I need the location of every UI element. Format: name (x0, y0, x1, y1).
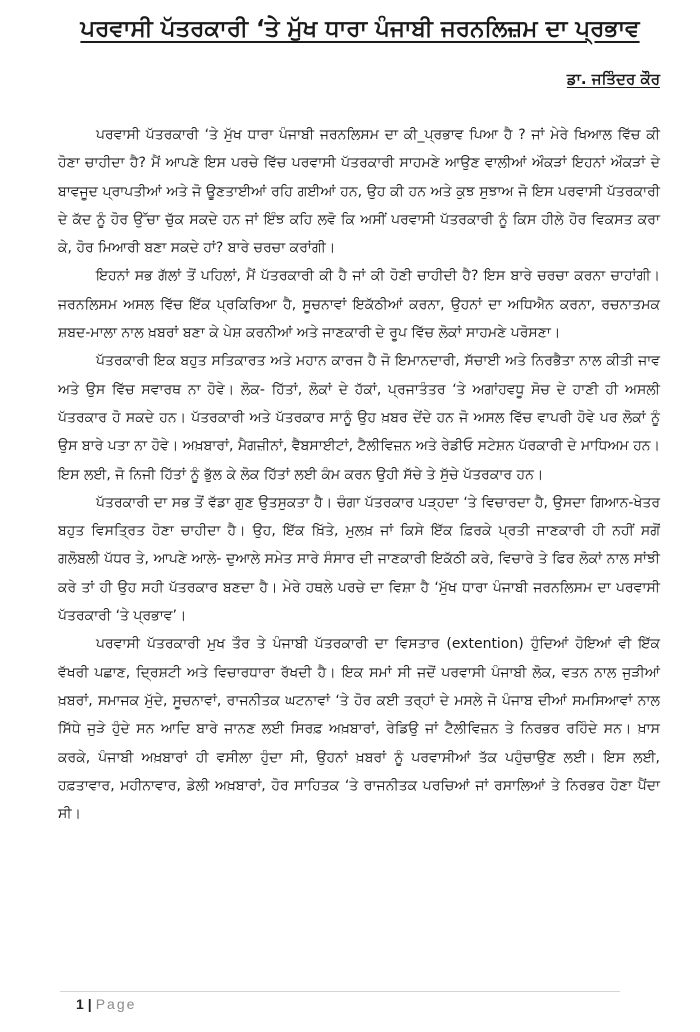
paragraph-1: ਪਰਵਾਸੀ ਪੱਤਰਕਾਰੀ ‘ਤੇ ਮੁੱਖ ਧਾਰਾ ਪੰਜਾਬੀ ਜਰਨਲਿਸਮ ਦਾ ਕੀ_ਪ੍ਰਭਾਵ ਪਿਆ ਹੈ ? ਜਾਂ ਮੇਰੇ ਖਿਆਲ ਵਿੱਚ ਕੀ ਹੋਣਾ ਚਾਹੀਦਾ ਹੈ? ਮੈਂ ਆਪਣੇ ਇਸ ਪਰਚੇ ਵਿੱਚ ਪਰਵਾਸੀ ਪੱਤਰਕਾਰੀ ਸਾਹਮਣੇ ਆਉਣ ਵਾਲੀਆਂ ਔਕੜਾਂ ਇਹਨਾਂ ਔਕੜਾਂ ਦੇ ਬਾਵਜੂਦ ਪ੍ਰਾਪਤੀਆਂ ਅਤੇ ਜੋ ਊਣਤਾਈਆਂ ਰਹਿ ਗਈਆਂ ਹਨ, ਉਹ ਕੀ ਹਨ ਅਤੇ ਕੁਝ ਸੁਝਾਅ ਜੋ ਇਸ ਪਰਵਾਸੀ ਪੱਤਰਕਾਰੀ ਦੇ ਕੱਦ ਨੂੰ ਹੋਰ ਉੱਚਾ ਚੁੱਕ ਸਕਦੇ ਹਨ ਜਾਂ ਇੰਝ ਕਹਿ ਲਵੋ ਕਿ ਅਸੀਂ ਪਰਵਾਸੀ ਪੱਤਰਕਾਰੀ ਨੂੰ ਕਿਸ ਹੀਲੇ ਹੋਰ ਵਿਕਸਤ ਕਰਾ ਕੇ, ਹੋਰ ਮਿਆਰੀ ਬਣਾ ਸਕਦੇ ਹਾਂ? ਬਾਰੇ ਚਰਚਾ ਕਰਾਂਗੀ। (58, 127, 660, 257)
footer-divider (60, 991, 620, 992)
paragraph-4: ਪੱਤਰਕਾਰੀ ਦਾ ਸਭ ਤੋਂ ਵੱਡਾ ਗੁਣ ਉਤਸੁਕਤਾ ਹੈ। ਚੰਗਾ ਪੱਤਰਕਾਰ ਪੜ੍ਹਦਾ ‘ਤੇ ਵਿਚਾਰਦਾ ਹੈ, ਉਸਦਾ ਗਿਆਨ-ਖੇਤਰ ਬਹੁਤ ਵਿਸਤ੍ਰਿਤ ਹੋਣਾ ਚਾਹੀਦਾ ਹੈ। ਉਹ, ਇੱਕ ਖ਼ਿੱਤੇ, ਮੁਲਖ਼ ਜਾਂ ਕਿਸੇ ਇੱਕ ਫ਼ਿਰਕੇ ਪ੍ਰਤੀ ਜਾਣਕਾਰੀ ਹੀ ਨਹੀਂ ਸਗੋਂ ਗਲੋਬਲੀ ਪੱਧਰ ਤੇ, ਆਪਣੇ ਆਲੇ- ਦੁਆਲੇ ਸਮੇਤ ਸਾਰੇ ਸੰਸਾਰ ਦੀ ਜਾਣਕਾਰੀ ਇਕੱਠੀ ਕਰੇ, ਵਿਚਾਰੇ ਤੇ ਫਿਰ ਲੋਕਾਂ ਨਾਲ ਸਾਂਝੀ ਕਰੇ ਤਾਂ ਹੀ ਉਹ ਸਹੀ ਪੱਤਰਕਾਰ ਬਣਦਾ ਹੈ। ਮੇਰੇ ਹਥਲੇ ਪਰਚੇ ਦਾ ਵਿਸ਼ਾ ਹੈ ‘ਮੁੱਖ ਧਾਰਾ ਪੰਜਾਬੀ ਜਰਨਲਿਸਮ ਦਾ ਪਰਵਾਸੀ ਪੱਤਰਕਾਰੀ ‘ਤੇ ਪ੍ਰਭਾਵ’। (58, 494, 660, 625)
paragraph-3: ਪੱਤਰਕਾਰੀ ਇਕ ਬਹੁਤ ਸਤਿਕਾਰਤ ਅਤੇ ਮਹਾਨ ਕਾਰਜ ਹੈ ਜੋ ਇਮਾਨਦਾਰੀ, ਸੱਚਾਈ ਅਤੇ ਨਿਰਭੈਤਾ ਨਾਲ ਕੀਤੀ ਜਾਵ ਅਤੇ ਉਸ ਵਿੱਚ ਸਵਾਰਥ ਨਾ ਹੋਵੇ। ਲੋਕ- ਹਿੱਤਾਂ, ਲੋਕਾਂ ਦੇ ਹੱਕਾਂ, ਪ੍ਰਜਾਤੰਤਰ ‘ਤੇ ਅਗਾਂਹਵਧੂ ਸੋਚ ਦੇ ਹਾਣੀ ਹੀ ਅਸਲੀ ਪੱਤਰਕਾਰ ਹੋ ਸਕਦੇ ਹਨ। ਪੱਤਰਕਾਰੀ ਅਤੇ ਪੱਤਰਕਾਰ ਸਾਨੂੰ ਉਹ ਖ਼ਬਰ ਦੇਂਦੇ ਹਨ ਜੋ ਅਸਲ ਵਿੱਚ ਵਾਪਰੀ ਹੋਵੇ ਪਰ ਲੋਕਾਂ ਨੂੰ ਉਸ ਬਾਰੇ ਪਤਾ ਨਾ ਹੋਵੇ। ਅਖ਼ਬਾਰਾਂ, ਮੈਗਜ਼ੀਨਾਂ, ਵੈਬਸਾਈਟਾਂ, ਟੈਲੀਵਿਜ਼ਨ ਅਤੇ ਰੇਡੀਓ ਸਟੇਸ਼ਨ ਪੱਰਕਾਰੀ ਦੇ ਮਾਧਿਅਮ ਹਨ। ਇਸ ਲਈ, ਜੋ ਨਿਜੀ ਹਿੱਤਾਂ ਨੂੰ ਭੁੱਲ ਕੇ ਲੋਕ ਹਿੱਤਾਂ ਲਈ ਕੰਮ ਕਰਨ ਉਹੀ ਸੱਚੇ ਤੇ ਸੁੱਚੇ ਪੱਤਰਕਾਰ ਹਨ। (58, 353, 660, 483)
document-body (58, 121, 660, 828)
page-footer (76, 996, 136, 1012)
paragraph-5: ਪਰਵਾਸੀ ਪੱਤਰਕਾਰੀ ਮੁਖ ਤੌਰ ਤੇ ਪੰਜਾਬੀ ਪੱਤਰਕਾਰੀ ਦਾ ਵਿਸਤਾਰ (extention) ਹੁੰਦਿਆਂ ਹੋਇਆਂ ਵੀ ਇੱਕ ਵੱਖਰੀ ਪਛਾਣ, ਦ੍ਰਿਸ਼ਟੀ ਅਤੇ ਵਿਚਾਰਧਾਰਾ ਰੱਖਦੀ ਹੈ। ਇਕ ਸਮਾਂ ਸੀ ਜਦੋਂ ਪਰਵਾਸੀ ਪੰਜਾਬੀ ਲੋਕ, ਵਤਨ ਨਾਲ ਜੁੜੀਆਂ ਖ਼ਬਰਾਂ, ਸਮਾਜਕ ਮੁੱਦੇ, ਸੂਚਨਾਵਾਂ, ਰਾਜਨੀਤਕ ਘਟਨਾਵਾਂ ‘ਤੇ ਹੋਰ ਕਈ ਤਰ੍ਹਾਂ ਦੇ ਮਸਲੇ ਜੋ ਪੰਜਾਬ ਦੀਆਂ ਸਮਸਿਆਵਾਂ ਨਾਲ ਸਿੱਧੇ ਜੁੜੇ ਹੁੰਦੇ ਸਨ ਆਦਿ ਬਾਰੇ ਜਾਨਣ ਲਈ ਸਿਰਫ਼ ਅਖ਼ਬਾਰਾਂ, ਰੇਡਿਉ ਜਾਂ ਟੈਲੀਵਿਜ਼ਨ ਤੇ ਨਿਰਭਰ ਰਹਿੰਦੇ ਸਨ। ਖ਼ਾਸ ਕਰਕੇ, ਪੰਜਾਬੀ ਅਖ਼ਬਾਰਾਂ ਹੀ ਵਸੀਲਾ ਹੁੰਦਾ ਸੀ, ਉਹਨਾਂ ਖ਼ਬਰਾਂ ਨੂੰ ਪਰਵਾਸੀਆਂ ਤੱਕ ਪਹੁੰਚਾਉਣ ਲਈ। ਇਸ ਲਈ, ਹਫ਼ਤਾਵਾਰ, ਮਹੀਨਾਵਾਰ, ਡੇਲੀ ਅਖ਼ਬਾਰਾਂ, ਹੋਰ ਸਾਹਿਤਕ ‘ਤੇ ਰਾਜਨੀਤਕ ਪਰਚਿਆਂ ਜਾਂ ਰਸਾਲਿਆਂ ਤੇ ਨਿਰਭਰ ਹੋਣਾ ਪੈਂਦਾ ਸੀ। (58, 636, 660, 823)
page-label: Page (95, 996, 137, 1012)
paragraph-2: ਇਹਨਾਂ ਸਭ ਗੱਲਾਂ ਤੋਂ ਪਹਿਲਾਂ, ਮੈਂ ਪੱਤਰਕਾਰੀ ਕੀ ਹੈ ਜਾਂ ਕੀ ਹੋਣੀ ਚਾਹੀਦੀ ਹੈ? ਇਸ ਬਾਰੇ ਚਰਚਾ ਕਰਨਾ ਚਾਹਾਂਗੀ। ਜਰਨਲਿਸਮ ਅਸਲ ਵਿੱਚ ਇੱਕ ਪ੍ਰਕਿਰਿਆ ਹੈ, ਸੂਚਨਾਵਾਂ ਇਕੱਠੀਆਂ ਕਰਨਾ, ਉਹਨਾਂ ਦਾ ਅਧਿਐਨ ਕਰਨਾ, ਰਚਨਾਤਮਕ ਸ਼ਬਦ-ਮਾਲਾ ਨਾਲ ਖ਼ਬਰਾਂ ਬਣਾ ਕੇ ਪੇਸ਼ ਕਰਨੀਆਂ ਅਤੇ ਜਾਣਕਾਰੀ ਦੇ ਰੂਪ ਵਿੱਚ ਲੋਕਾਂ ਸਾਹਮਣੇ ਪਰੋਸਣਾ। (58, 268, 660, 342)
page-number: 1 (76, 996, 84, 1012)
author-name: ਡਾ. ਜਤਿੰਦਰ ਕੌਰ (566, 70, 660, 88)
footer-separator: | (87, 996, 92, 1012)
document-title: ਪਰਵਾਸੀ ਪੱਤਰਕਾਰੀ ‘ਤੇ ਮੁੱਖ ਧਾਰਾ ਪੰਜਾਬੀ ਜਰਨਲਿਜ਼ਮ ਦਾ ਪ੍ਰਭਾਵ (80, 16, 640, 42)
